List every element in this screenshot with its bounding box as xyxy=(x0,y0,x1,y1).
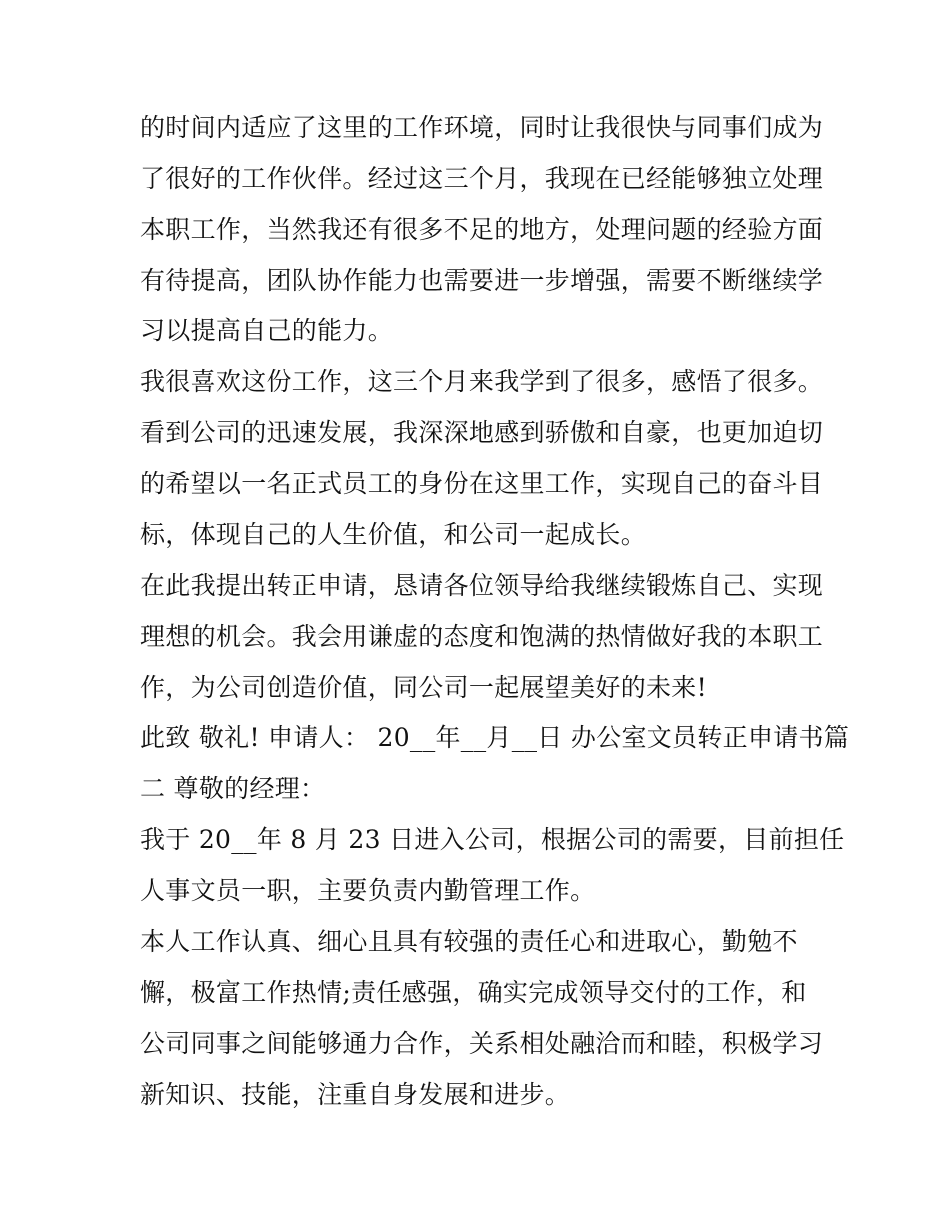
text-line: 本人工作认真、细心且具有较强的责任心和进取心，勤勉不 xyxy=(140,927,798,956)
text-line: 人事文员一职，主要负责内勤管理工作。 xyxy=(140,876,596,905)
text-line: 作，为公司创造价值，同公司一起展望美好的未来! xyxy=(140,673,707,702)
text-line: 新知识、技能，注重自身发展和进步。 xyxy=(140,1080,571,1109)
text-line: 我于 20__年 8 月 23 日进入公司，根据公司的需要，目前担任 xyxy=(140,825,845,854)
text-line: 了很好的工作伙伴。经过这三个月，我现在已经能够独立处理 xyxy=(140,164,824,193)
text-line: 我很喜欢这份工作，这三个月来我学到了很多，感悟了很多。 xyxy=(140,367,824,396)
text-line: 二 尊敬的经理： xyxy=(140,774,326,803)
text-line: 的时间内适应了这里的工作环境，同时让我很快与同事们成为 xyxy=(140,113,824,142)
text-line: 此致 敬礼! 申请人： 20__年__月__日 办公室文员转正申请书篇 xyxy=(140,723,850,752)
text-line: 本职工作，当然我还有很多不足的地方，处理问题的经验方面 xyxy=(140,215,824,244)
text-line: 在此我提出转正申请，恳请各位领导给我继续锻炼自己、实现 xyxy=(140,571,824,600)
text-line: 理想的机会。我会用谦虚的态度和饱满的热情做好我的本职工 xyxy=(140,622,824,651)
text-line: 有待提高，团队协作能力也需要进一步增强，需要不断继续学 xyxy=(140,266,824,295)
text-line: 的希望以一名正式员工的身份在这里工作，实现自己的奋斗目 xyxy=(140,469,824,498)
text-line: 看到公司的迅速发展，我深深地感到骄傲和自豪，也更加迫切 xyxy=(140,418,824,447)
text-line: 标，体现自己的人生价值，和公司一起成长。 xyxy=(140,520,647,549)
text-line: 懈，极富工作热情;责任感强，确实完成领导交付的工作，和 xyxy=(140,978,807,1007)
text-line: 习以提高自己的能力。 xyxy=(140,316,394,345)
text-line: 公司同事之间能够通力合作，关系相处融洽而和睦，积极学习 xyxy=(140,1029,824,1058)
